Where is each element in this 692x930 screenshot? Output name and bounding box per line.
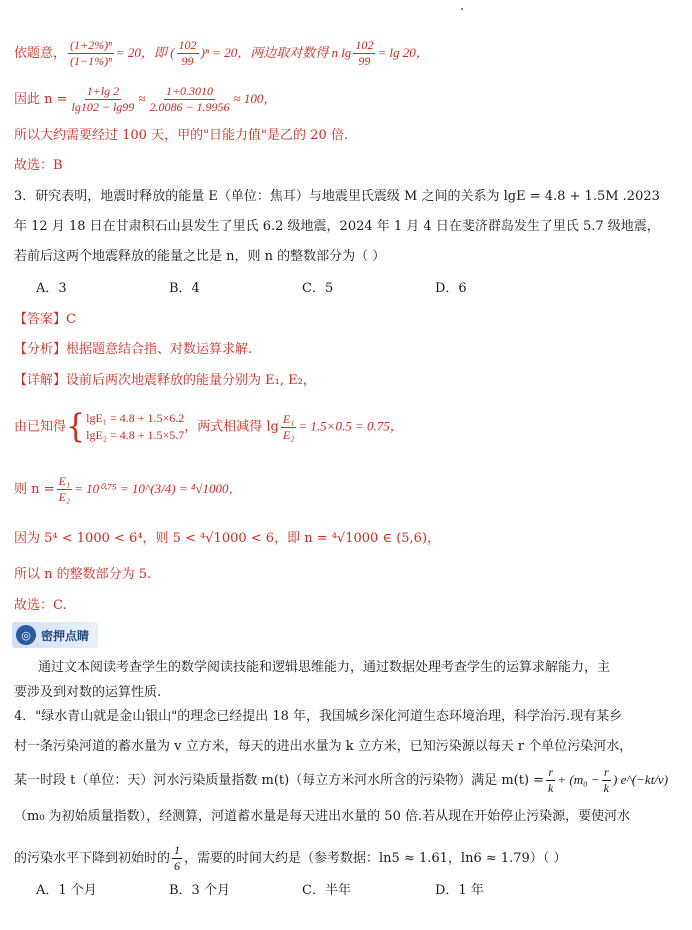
q3-line3: 若前后这两个地震释放的能量之比是 n，则 n 的整数部分为（ ） bbox=[14, 249, 386, 264]
approx-sign: ≈ bbox=[138, 91, 146, 106]
fraction-numerator: r bbox=[548, 765, 554, 779]
detail-text: 【详解】设前后两次地震释放的能量分别为 E₁, E₂， bbox=[14, 373, 316, 388]
fraction-denominator: E₂ bbox=[58, 490, 71, 504]
fraction-numerator: 1+lg 2 bbox=[86, 84, 120, 98]
fraction-denominator: 2.0086 − 1.9956 bbox=[149, 100, 230, 114]
key-point-badge bbox=[12, 622, 98, 648]
fraction-denominator: 6 bbox=[174, 859, 181, 873]
because-line: 因为 5⁴ < 1000 < 6⁴，则 5 < ⁴√1000 < 6，即 n = ⁴√1000 ∈ (5,6)， bbox=[14, 531, 441, 546]
choice-line: 故选：C. bbox=[14, 598, 67, 613]
q4-line3-exp: ) e^(−kt/v) bbox=[613, 772, 669, 787]
equation-system bbox=[86, 410, 184, 444]
q4-line4: （m₀ 为初始质量指数），经测算，河道蓄水量是每天进出水量的 50 倍.若从现在开始停止污染源，要使河水 bbox=[14, 809, 631, 824]
then-tail: = 10⁰·⁷⁵ = 10^(3/4) = ⁴√1000， bbox=[74, 481, 242, 496]
note-line-2: 要涉及到对数的运算性质. bbox=[14, 685, 162, 700]
q4-options bbox=[36, 882, 568, 900]
option-a: A．1 个月 bbox=[36, 883, 97, 898]
fraction bbox=[353, 38, 375, 69]
answer-label: 【答案】C bbox=[14, 312, 76, 327]
fraction bbox=[172, 843, 182, 874]
approx-result: ≈ 100， bbox=[233, 91, 277, 106]
note-line-1: 通过文本阅读考查学生的数学阅读技能和逻辑思维能力，通过数据处理考查学生的运算求解能力，主 bbox=[38, 660, 611, 675]
option-d: D．1 年 bbox=[435, 883, 484, 898]
fraction bbox=[147, 84, 231, 115]
then-prefix: 则 n = bbox=[14, 482, 55, 497]
system-mid: ，两式相减得 lg bbox=[184, 419, 279, 435]
fraction bbox=[281, 412, 297, 443]
badge-label: 密押点睛 bbox=[41, 628, 90, 643]
system-tail: = 1.5×0.5 = 0.75， bbox=[298, 418, 403, 434]
q3-line2: 年 12 月 18 日在甘肃积石山县发生了里氏 6.2 级地震，2024 年 1 月 4 日在斐济群岛发生了里氏 5.7 级地震， bbox=[14, 219, 660, 234]
q4-line5-text: 的污染水平下降到初始时的 bbox=[14, 851, 171, 866]
fraction-denominator: lg102 − lg99 bbox=[71, 100, 135, 114]
fraction bbox=[57, 474, 73, 505]
fraction bbox=[70, 84, 137, 115]
q4-line3-paren: + (m₀ − bbox=[557, 772, 600, 787]
q3-line1: 3．研究表明，地震时释放的能量 E（单位：焦耳）与地震里氏震级 M 之间的关系为 lgE = 4.8 + 1.5M .2023 bbox=[14, 189, 660, 204]
fraction-numerator: (1+2%)ⁿ bbox=[70, 38, 112, 52]
fraction-denominator: E₂ bbox=[282, 427, 295, 442]
step3-text: 所以大约需要经过 100 天，甲的"日能力值"是乙的 20 倍. bbox=[14, 128, 348, 143]
fraction-numerator: 102 bbox=[355, 38, 374, 52]
step2-prefix: 因此 n = bbox=[14, 92, 68, 107]
fraction bbox=[68, 38, 114, 69]
previous-choice: 故选：B bbox=[14, 158, 63, 173]
fraction bbox=[177, 38, 199, 69]
step1-eq1: = 20，即 ( bbox=[115, 45, 175, 60]
fraction-denominator: 99 bbox=[358, 54, 371, 68]
target-icon: ◎ bbox=[16, 625, 36, 645]
option-c: C．半年 bbox=[302, 883, 351, 898]
q3-options bbox=[36, 280, 568, 298]
brace-symbol: { bbox=[66, 407, 86, 446]
option-b: B．3 个月 bbox=[169, 883, 230, 898]
q4-line5 bbox=[14, 843, 566, 874]
fraction-denominator: k bbox=[548, 781, 554, 795]
q4-line5-tail: ，需要的时间大约是（参考数据：ln5 ≈ 1.61，ln6 ≈ 1.79）（ ） bbox=[184, 851, 567, 866]
fraction-numerator: 102 bbox=[178, 38, 197, 52]
step2-line bbox=[14, 84, 276, 115]
then-line bbox=[14, 474, 242, 505]
analysis-text: 【分析】根据题意结合指、对数运算求解. bbox=[14, 342, 253, 357]
fraction-denominator: 99 bbox=[181, 54, 194, 68]
step1-eq3: = lg 20， bbox=[377, 45, 429, 60]
q4-line3-text: 某一时段 t（单位：天）河水污染质量指数 m(t)（每立方米河水所含的污染物）满足 m(t) = bbox=[14, 773, 545, 788]
fraction-numerator: E₁ bbox=[58, 474, 71, 488]
q4-line2: 村一条污染河道的蓄水量为 v 立方米，每天的进出水量为 k 立方米，已知污染源以每天 r 个单位污染河水， bbox=[14, 739, 633, 754]
fraction-numerator: r bbox=[604, 765, 609, 779]
fraction-numerator: 1+0.3010 bbox=[165, 84, 214, 98]
step1-line bbox=[14, 38, 429, 69]
option-c: C．5 bbox=[302, 281, 334, 296]
fraction-numerator: E₁ bbox=[282, 411, 295, 426]
system-prefix: 由已知得 bbox=[14, 419, 67, 435]
conclusion-line: 所以 n 的整数部分为 5. bbox=[14, 567, 152, 582]
fraction-denominator: (1−1%)ⁿ bbox=[70, 54, 112, 68]
fraction bbox=[602, 765, 611, 796]
option-a: A．3 bbox=[36, 281, 67, 296]
fraction-denominator: k bbox=[603, 781, 609, 795]
system-line bbox=[14, 407, 403, 446]
step1-eq2: )ⁿ = 20，两边取对数得 n lg bbox=[200, 45, 352, 60]
fraction-numerator: 1 bbox=[174, 843, 181, 857]
scan-dot bbox=[461, 8, 463, 10]
q4-line1: 4．"绿水青山就是金山银山"的理念已经提出 18 年，我国城乡深化河道生态环境治理，科学治污.现有某乡 bbox=[14, 709, 623, 724]
q4-line3 bbox=[14, 765, 668, 796]
system-row-2: lgE₂ = 4.8 + 1.5×5.7 bbox=[86, 428, 185, 442]
option-d: D．6 bbox=[435, 281, 467, 296]
system-row-1: lgE₁ = 4.8 + 1.5×6.2 bbox=[86, 411, 185, 425]
option-b: B．4 bbox=[169, 281, 200, 296]
step1-prefix: 依题意， bbox=[14, 46, 67, 61]
fraction bbox=[546, 765, 555, 796]
